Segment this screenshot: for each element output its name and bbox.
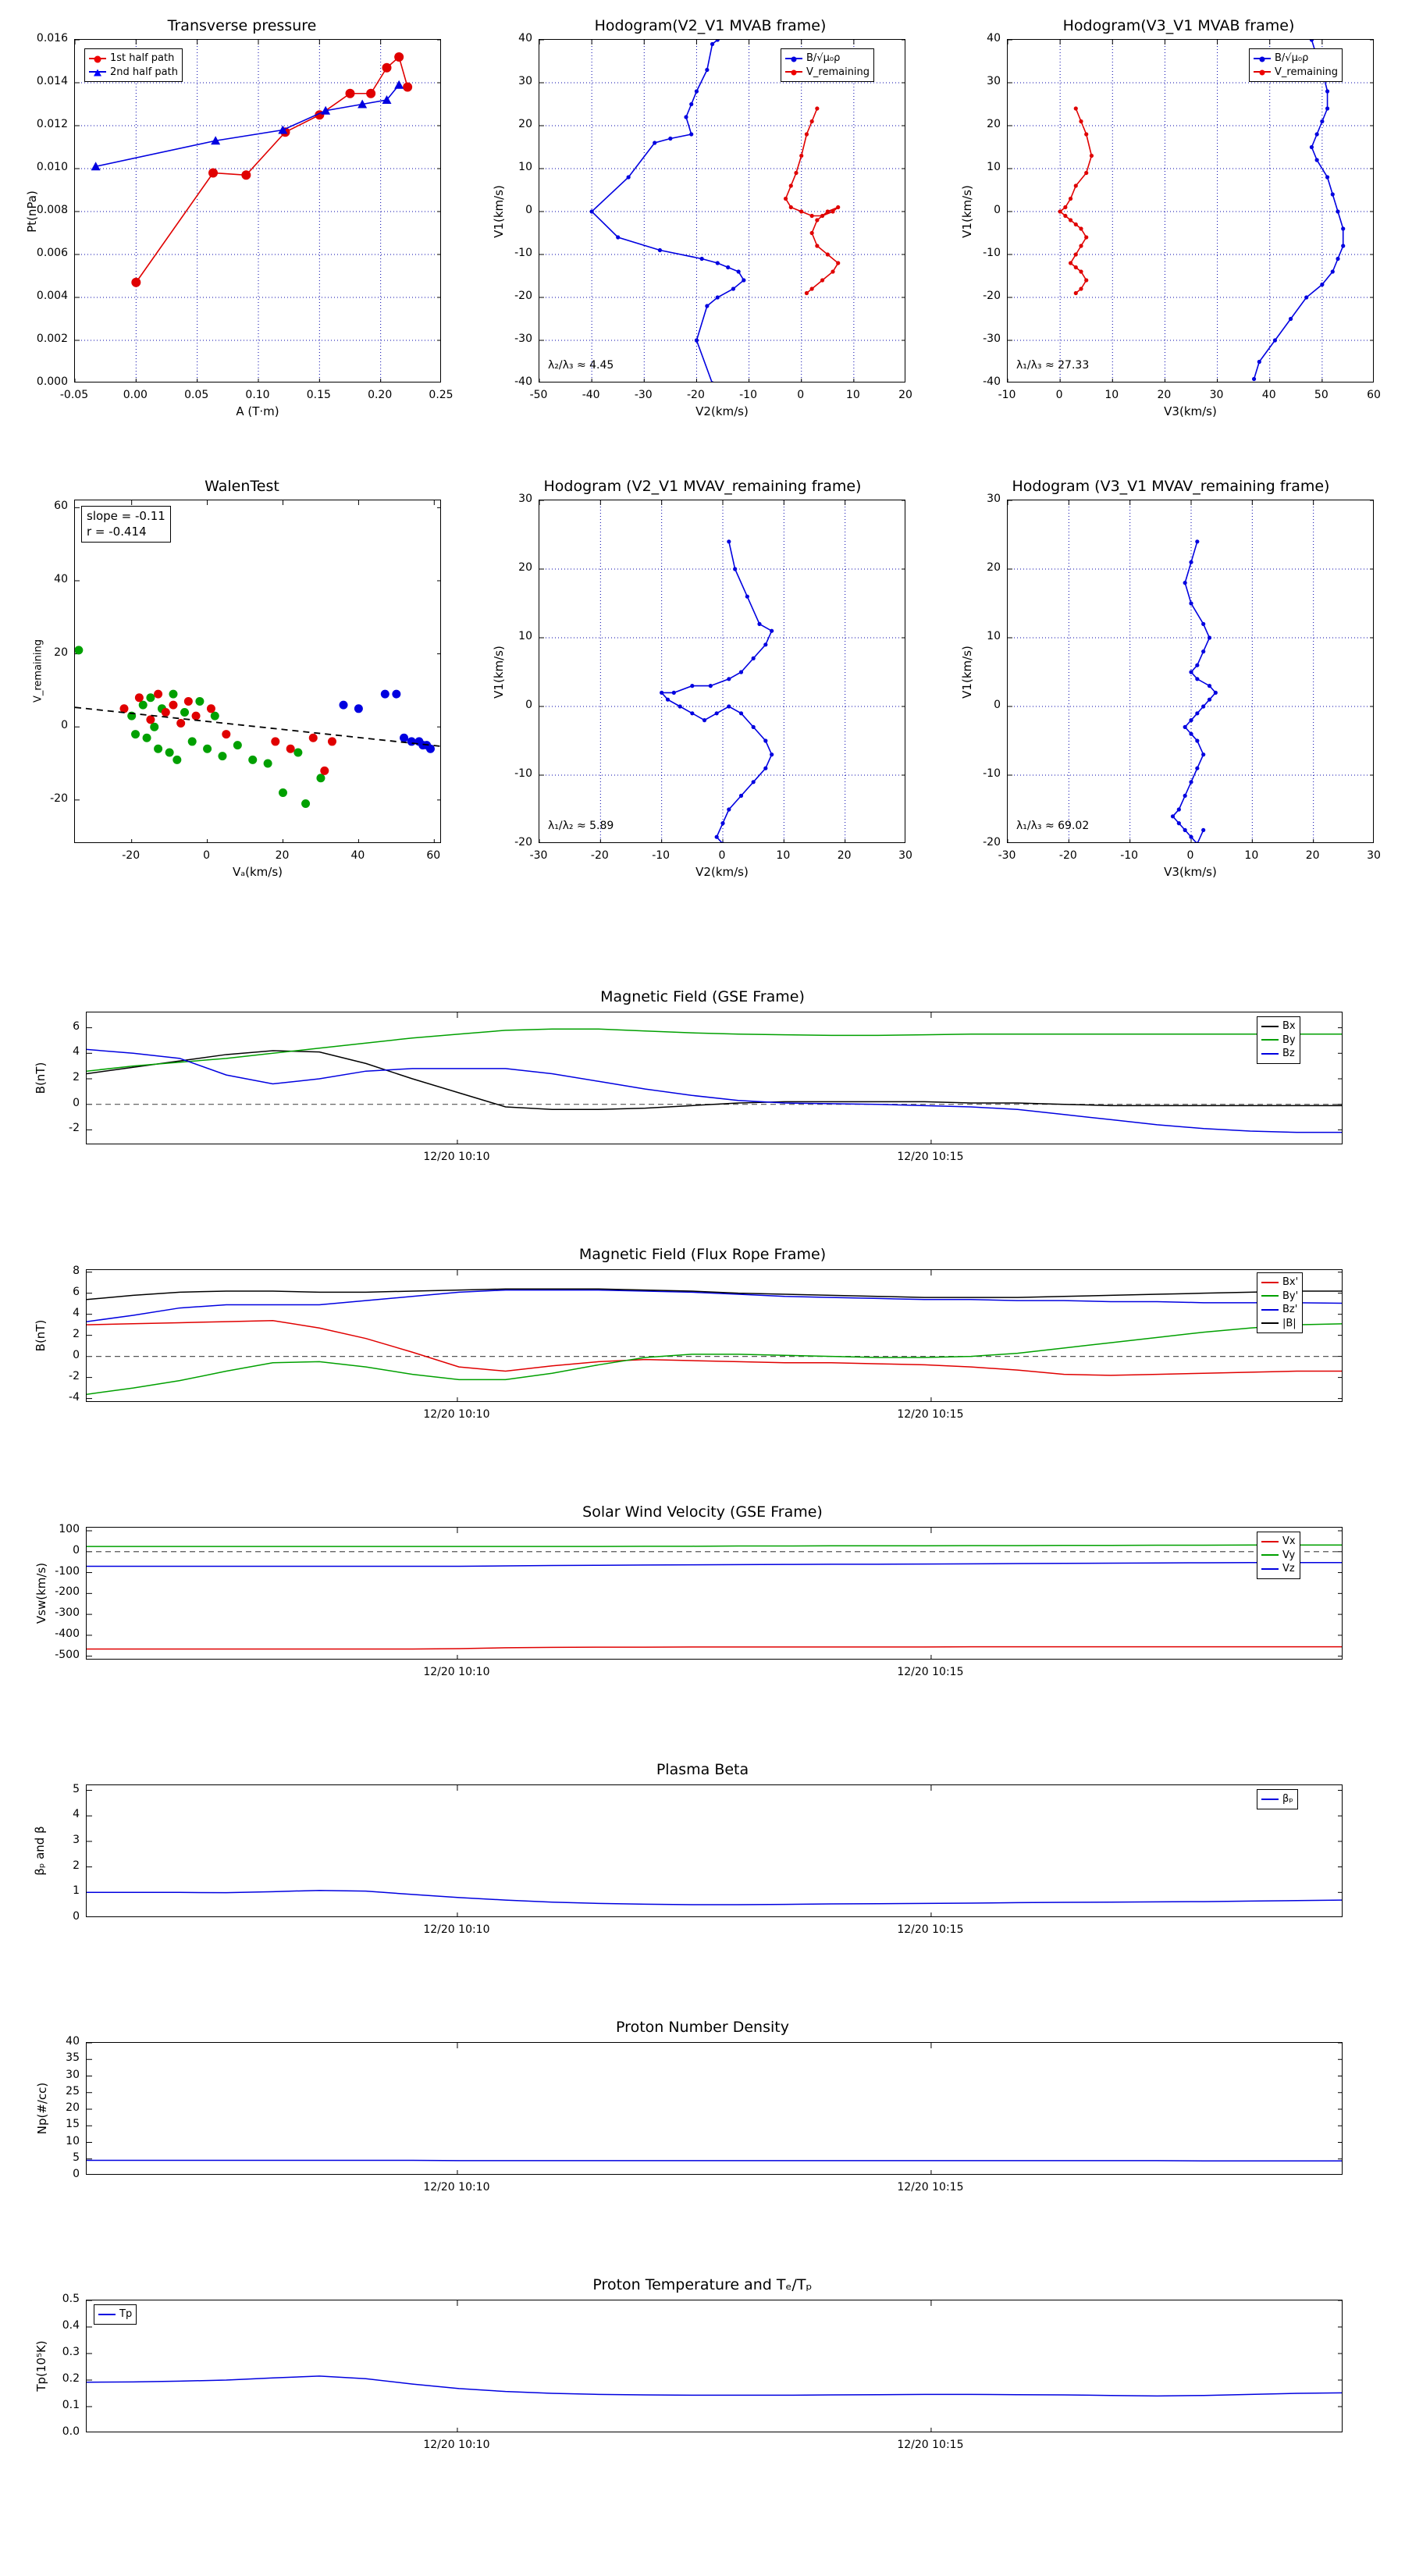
axis-tick-label: 12/20 10:15 [897, 1666, 964, 1678]
axis-tick-label: -0.05 [59, 389, 89, 401]
axis-tick-label: 5 [73, 1782, 80, 1795]
axis-tick-label: -100 [55, 1564, 80, 1578]
axis-tick-label: 12/20 10:10 [423, 1666, 490, 1678]
axis-tick-label: -20 [514, 290, 532, 302]
plot-svg [87, 2043, 1343, 2175]
axis-tick-label: 0.016 [36, 32, 68, 44]
axis-tick-label: 40 [66, 2035, 80, 2048]
plot-area [74, 500, 441, 843]
axis-tick-label: 10 [845, 389, 860, 401]
plot-area [86, 1012, 1343, 1144]
axis-tick-label: 0.20 [368, 389, 393, 401]
axis-tick-label: 30 [1367, 849, 1381, 862]
axis-tick-label: 0 [994, 204, 1001, 216]
axis-tick-label: 10 [518, 161, 532, 173]
axis-tick-label: 12/20 10:15 [897, 1923, 964, 1936]
plot-area [539, 500, 905, 843]
axis-tick-label: 30 [987, 493, 1001, 505]
legend-label: By' [1282, 1290, 1299, 1302]
axis-tick-label: 15 [66, 2118, 80, 2131]
axis-tick-label: 0 [994, 699, 1001, 711]
panel-hodogram-v3v1-mvab [937, 0, 1405, 437]
y-axis-label: B(nT) [34, 1319, 48, 1352]
axis-tick-label: 20 [987, 561, 1001, 574]
eigenvalue-annotation: λ₁/λ₃ ≈ 69.02 [1016, 820, 1090, 832]
axis-tick-label: 10 [776, 849, 791, 862]
axis-tick-label: 0 [203, 849, 211, 862]
legend-item [1261, 1562, 1296, 1576]
y-axis-label: V_remaining [32, 639, 44, 703]
axis-tick-label: 20 [518, 118, 532, 130]
axis-tick-label: -10 [983, 247, 1001, 259]
axis-tick-label: 4 [73, 1306, 80, 1319]
axis-tick-label: 20 [1305, 849, 1320, 862]
legend-label: 1st half path [110, 52, 175, 64]
plot-area [74, 39, 441, 382]
axis-tick-label: 30 [66, 2068, 80, 2081]
axis-tick-label: 20 [898, 389, 912, 401]
y-axis-label: V1(km/s) [492, 646, 506, 699]
panel-magnetic-field-gse [0, 976, 1405, 1194]
legend-label: By [1282, 1034, 1296, 1046]
axis-tick-label: 60 [54, 500, 68, 513]
chart-title: Magnetic Field (GSE Frame) [600, 988, 805, 1005]
axis-tick-label: 12/20 10:10 [423, 1151, 490, 1163]
axis-tick-label: -2 [69, 1122, 80, 1135]
axis-tick-label: -40 [983, 375, 1001, 388]
plot-area [86, 1527, 1343, 1660]
chart-title: Plasma Beta [656, 1761, 749, 1778]
axis-tick-label: 40 [1261, 389, 1276, 401]
axis-tick-label: 5 [73, 2151, 80, 2164]
axis-tick-label: -10 [514, 247, 532, 259]
axis-tick-label: 0.0 [62, 2425, 80, 2438]
axis-tick-label: 12/20 10:10 [423, 1408, 490, 1421]
axis-tick-label: 30 [518, 493, 532, 505]
legend-label: |B| [1282, 1317, 1297, 1329]
plot-area [539, 39, 905, 382]
plot-svg [87, 1528, 1343, 1660]
legend [1249, 48, 1343, 82]
axis-tick-label: 40 [350, 849, 365, 862]
axis-tick-label: 1 [73, 1884, 80, 1898]
plot-svg [87, 1012, 1343, 1144]
axis-tick-label: 0.014 [36, 75, 68, 87]
axis-tick-label: 0.006 [36, 247, 68, 259]
legend [1257, 1272, 1303, 1333]
x-axis-label: Vₐ(km/s) [232, 865, 283, 879]
legend-item [1261, 1047, 1296, 1061]
chart-title: Transverse pressure [167, 17, 317, 34]
chart-title: Proton Temperature and Tₑ/Tₚ [592, 2276, 813, 2293]
axis-tick-label: 50 [1314, 389, 1329, 401]
legend-item [98, 2307, 132, 2322]
axis-tick-label: 12/20 10:10 [423, 1923, 490, 1936]
axis-tick-label: 40 [518, 32, 532, 44]
eigenvalue-annotation: λ₁/λ₃ ≈ 27.33 [1016, 359, 1090, 372]
axis-tick-label: 20 [518, 561, 532, 574]
axis-tick-label: 0.000 [36, 375, 68, 388]
axis-tick-label: 0 [73, 1096, 80, 1109]
chart-title: Proton Number Density [616, 2019, 789, 2036]
axis-tick-label: 0.002 [36, 333, 68, 345]
axis-tick-label: -40 [582, 389, 600, 401]
axis-tick-label: 20 [837, 849, 852, 862]
chart-title: Hodogram (V3_V1 MVAV_remaining frame) [1012, 478, 1330, 495]
chart-title: Solar Wind Velocity (GSE Frame) [582, 1503, 823, 1521]
plot-area [86, 2042, 1343, 2175]
axis-tick-label: 0 [73, 2168, 80, 2180]
legend [84, 48, 183, 82]
axis-tick-label: 10 [987, 161, 1001, 173]
chart-title: Magnetic Field (Flux Rope Frame) [578, 1246, 827, 1263]
chart-title: Hodogram(V3_V1 MVAB frame) [1062, 17, 1295, 34]
axis-tick-label: 0.012 [36, 118, 68, 130]
y-axis-label: V1(km/s) [492, 185, 506, 238]
legend-item [1261, 1290, 1298, 1304]
panel-transverse-pressure [0, 0, 468, 437]
legend [1257, 1532, 1300, 1579]
axis-tick-label: 30 [898, 849, 912, 862]
axis-tick-label: 40 [987, 32, 1001, 44]
axis-tick-label: -40 [514, 375, 532, 388]
axis-tick-label: 20 [275, 849, 290, 862]
axis-tick-label: 0.10 [245, 389, 270, 401]
chart-title: WalenTest [205, 478, 279, 495]
legend-item [1261, 1019, 1296, 1034]
panel-proton-density [0, 2006, 1405, 2225]
axis-tick-label: 30 [1209, 389, 1224, 401]
axis-tick-label: -10 [652, 849, 670, 862]
y-axis-label: Tp(10⁵K) [34, 2340, 48, 2392]
axis-tick-label: 40 [54, 572, 68, 585]
plot-area [1007, 39, 1374, 382]
axis-tick-label: 20 [1157, 389, 1172, 401]
legend-label: Bx' [1282, 1276, 1299, 1288]
panel-hodogram-v2v1-mvav [468, 461, 937, 898]
legend-item [1261, 1535, 1296, 1549]
legend-label: B/√μ₀ρ [806, 52, 841, 64]
axis-tick-label: 12/20 10:15 [897, 1408, 964, 1421]
axis-tick-label: 2 [73, 1071, 80, 1083]
axis-tick-label: 60 [426, 849, 441, 862]
axis-tick-label: -20 [514, 836, 532, 849]
y-axis-label: Pt(nPa) [25, 190, 39, 233]
legend-item [1254, 66, 1338, 80]
axis-tick-label: 0 [1186, 849, 1194, 862]
axis-tick-label: 0 [525, 204, 532, 216]
axis-tick-label: -400 [55, 1627, 80, 1640]
axis-tick-label: 60 [1367, 389, 1381, 401]
legend-item [89, 52, 178, 66]
panel-plasma-beta [0, 1749, 1405, 1967]
axis-tick-label: -30 [983, 333, 1001, 345]
legend-item [89, 66, 178, 80]
plot-area [86, 1784, 1343, 1917]
axis-tick-label: 0.004 [36, 290, 68, 302]
axis-tick-label: 10 [518, 630, 532, 642]
legend-item [1261, 1549, 1296, 1563]
axis-tick-label: 12/20 10:10 [423, 2181, 490, 2194]
axis-tick-label: 10 [987, 630, 1001, 642]
axis-tick-label: 6 [73, 1019, 80, 1033]
axis-tick-label: 0 [73, 1348, 80, 1361]
axis-tick-label: 0 [525, 699, 532, 711]
axis-tick-label: -300 [55, 1606, 80, 1620]
plot-svg [1008, 40, 1374, 382]
axis-tick-label: 30 [987, 75, 1001, 87]
axis-tick-label: -10 [739, 389, 757, 401]
axis-tick-label: 20 [66, 2101, 80, 2114]
panel-magnetic-field-fluxrope [0, 1233, 1405, 1452]
axis-tick-label: 12/20 10:15 [897, 2181, 964, 2194]
legend-label: Vy [1282, 1549, 1296, 1561]
axis-tick-label: 0 [73, 1910, 80, 1923]
plot-svg [75, 500, 441, 843]
axis-tick-label: 0.008 [36, 204, 68, 216]
axis-tick-label: 12/20 10:15 [897, 1151, 964, 1163]
axis-tick-label: 20 [987, 118, 1001, 130]
legend-label: Bz [1282, 1048, 1295, 1060]
legend-item [785, 66, 870, 80]
y-axis-label: V1(km/s) [960, 646, 974, 699]
axis-tick-label: 10 [1104, 389, 1119, 401]
plot-svg [87, 1785, 1343, 1917]
fit-stats-box [81, 506, 171, 543]
axis-tick-label: 3 [73, 1833, 80, 1846]
axis-tick-label: 0.2 [62, 2372, 80, 2385]
legend-label: βₚ [1282, 1793, 1293, 1805]
axis-tick-label: 0.25 [429, 389, 454, 401]
axis-tick-label: 100 [59, 1523, 80, 1536]
axis-tick-label: -10 [1120, 849, 1139, 862]
plot-svg [87, 2300, 1343, 2432]
y-axis-label: B(nT) [34, 1062, 48, 1094]
legend-item [1261, 1792, 1293, 1806]
axis-tick-label: 0.3 [62, 2346, 80, 2358]
legend-label: V_remaining [806, 66, 870, 78]
plot-svg [75, 40, 441, 382]
y-axis-label: βₚ and β [33, 1826, 47, 1876]
axis-tick-label: 0.15 [306, 389, 331, 401]
axis-tick-label: 0.5 [62, 2293, 80, 2305]
panel-solar-wind-velocity [0, 1491, 1405, 1710]
plot-svg [1008, 500, 1374, 843]
axis-tick-label: -500 [55, 1648, 80, 1661]
legend-item [1254, 52, 1338, 66]
axis-tick-label: 0 [61, 719, 68, 732]
panel-proton-temperature [0, 2264, 1405, 2498]
axis-tick-label: -30 [998, 849, 1016, 862]
legend-label: B/√μ₀ρ [1275, 52, 1309, 64]
axis-tick-label: 8 [73, 1264, 80, 1277]
legend-item [1261, 1303, 1298, 1317]
legend [94, 2304, 137, 2325]
eigenvalue-annotation: λ₁/λ₂ ≈ 5.89 [548, 820, 614, 832]
legend [1257, 1789, 1298, 1809]
axis-tick-label: 0 [1055, 389, 1063, 401]
x-axis-label: V2(km/s) [695, 404, 749, 418]
plot-area [86, 1269, 1343, 1402]
axis-tick-label: -20 [590, 849, 609, 862]
panel-walen-test [0, 461, 468, 898]
chart-title: Hodogram(V2_V1 MVAB frame) [594, 17, 827, 34]
legend [1257, 1016, 1300, 1064]
axis-tick-label: -20 [983, 836, 1001, 849]
legend-label: Bx [1282, 1020, 1296, 1032]
legend-label: V_remaining [1275, 66, 1339, 78]
axis-tick-label: -20 [1058, 849, 1077, 862]
correlation-value: r = -0.414 [87, 524, 147, 539]
legend-label: 2nd half path [110, 66, 178, 78]
legend-item [785, 52, 870, 66]
slope-value: slope = -0.11 [87, 509, 165, 523]
axis-tick-label: 0.010 [36, 161, 68, 173]
legend-label: Bz' [1282, 1304, 1298, 1316]
axis-tick-label: 0 [73, 1543, 80, 1557]
legend-item [1261, 1034, 1296, 1048]
axis-tick-label: -50 [529, 389, 548, 401]
axis-tick-label: 25 [66, 2084, 80, 2097]
plot-area [1007, 500, 1374, 843]
axis-tick-label: 0.1 [62, 2399, 80, 2411]
axis-tick-label: -200 [55, 1585, 80, 1599]
panel-hodogram-v3v1-mvav [937, 461, 1405, 898]
axis-tick-label: 2 [73, 1327, 80, 1340]
axis-tick-label: -20 [983, 290, 1001, 302]
axis-tick-label: -30 [529, 849, 548, 862]
axis-tick-label: 12/20 10:15 [897, 2439, 964, 2451]
legend-label: Vz [1282, 1563, 1295, 1575]
axis-tick-label: -2 [69, 1369, 80, 1382]
axis-tick-label: -20 [50, 792, 68, 805]
y-axis-label: Np(#/cc) [35, 2082, 49, 2135]
axis-tick-label: -20 [122, 849, 140, 862]
chart-title: Hodogram (V2_V1 MVAV_remaining frame) [543, 478, 862, 495]
axis-tick-label: 35 [66, 2051, 80, 2065]
panel-hodogram-v2v1-mvab [468, 0, 937, 437]
plot-svg [539, 40, 905, 382]
axis-tick-label: 0.05 [184, 389, 209, 401]
axis-tick-label: -20 [686, 389, 705, 401]
axis-tick-label: -30 [514, 333, 532, 345]
plot-area [86, 2300, 1343, 2432]
y-axis-label: Vsw(km/s) [34, 1562, 48, 1624]
axis-tick-label: 2 [73, 1859, 80, 1872]
axis-tick-label: 0.00 [123, 389, 148, 401]
x-axis-label: V3(km/s) [1164, 404, 1217, 418]
legend [781, 48, 874, 82]
axis-tick-label: -10 [998, 389, 1016, 401]
axis-tick-label: -4 [69, 1390, 80, 1404]
x-axis-label: V3(km/s) [1164, 865, 1217, 879]
y-axis-label: V1(km/s) [960, 185, 974, 238]
axis-tick-label: 4 [73, 1045, 80, 1059]
legend-item [1261, 1276, 1298, 1290]
axis-tick-label: 10 [1244, 849, 1259, 862]
x-axis-label: V2(km/s) [695, 865, 749, 879]
axis-tick-label: 0 [797, 389, 805, 401]
axis-tick-label: 30 [518, 75, 532, 87]
x-axis-label: A (T·m) [236, 404, 279, 418]
axis-tick-label: -10 [983, 767, 1001, 780]
axis-tick-label: 0.4 [62, 2319, 80, 2332]
axis-tick-label: 10 [66, 2134, 80, 2147]
axis-tick-label: -10 [514, 767, 532, 780]
axis-tick-label: 6 [73, 1285, 80, 1298]
plot-svg [87, 1270, 1343, 1402]
axis-tick-label: 4 [73, 1808, 80, 1821]
axis-tick-label: 0 [718, 849, 726, 862]
axis-tick-label: 12/20 10:10 [423, 2439, 490, 2451]
legend-label: Tp [119, 2308, 133, 2320]
legend-label: Vx [1282, 1535, 1296, 1547]
axis-tick-label: -30 [634, 389, 653, 401]
legend-item [1261, 1317, 1298, 1331]
eigenvalue-annotation: λ₂/λ₃ ≈ 4.45 [548, 359, 614, 372]
axis-tick-label: 20 [54, 646, 68, 659]
plot-svg [539, 500, 905, 843]
